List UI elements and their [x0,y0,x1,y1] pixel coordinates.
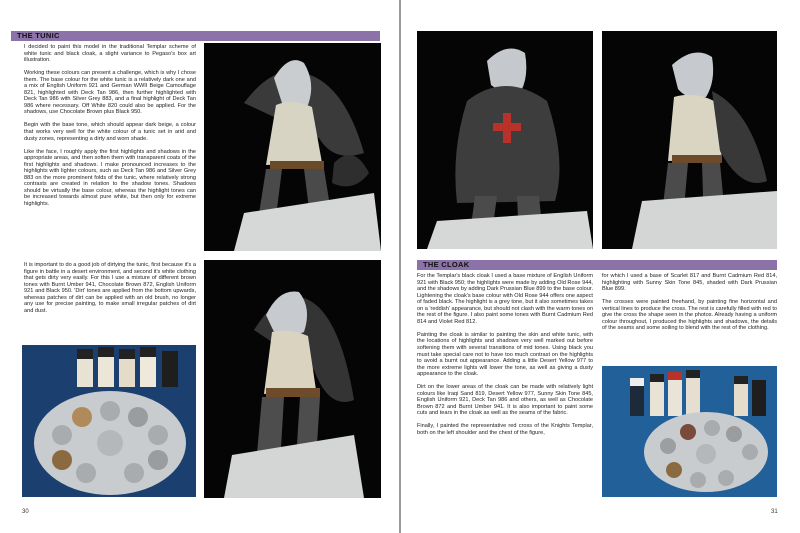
paints-palette-photo [22,345,196,497]
paragraph: It is important to do a good job of dirtying the tunic, first because it's a figure in battle in a desert environment, and second it's white clothing that gets dirty very easily. For this I use a mixture of different brown tones with Burnt Umber 941, Chocolate Brown 872, English Uniform 921 and Black 950. 'Dirt' tones are applied from the bottom upwards, whereas patches of dirt can be applied with an old brush, no longer any use for precise painting, to make small irregular patches of dirt and dust. [24,262,196,314]
figure-photo-side [204,260,381,498]
tunic-text-column-1 [24,44,196,214]
page-number: 30 [22,509,29,515]
section-header-cloak: THE CLOAK [417,260,777,270]
left-page [0,0,399,533]
paragraph: for which I used a base of Scarlet 817 and Burnt Cadmium Red 814, highlighting with Sunny Skin Tone 845, shaded with Dark Prussian Blue 899. [602,273,777,293]
section-header-tunic: THE TUNIC [11,31,380,41]
paragraph: The crosses were painted freehand, by painting fine horizontal and vertical lines to produce the cross. The rest is carefully filled with red to give the cross the shape seen in the photos. Already having a uniform colour throughout, I produced the highlights and shadows, the details of the seams and some soiling to blend with the rest of the clothing. [602,299,777,332]
cloak-text-column-1 [417,273,593,443]
paragraph: Begin with the base tone, which should appear dark beige, a colour that works very well for the white colour of a tunic set in arid and dusty zones, representing a dirty and worn shade. [24,122,196,142]
page-number: 31 [771,509,778,515]
paragraph: Dirt on the lower areas of the cloak can be made with relatively light colours like Iraqi Sand 819, Desert Yellow 977, Sunny Skin Tone 845, English Uniform 921, Deck Tan 986 and others, as well as Chocolate Brown 872 and Burnt Umber 941. It is also important to paint some cuts and tears in the cloak as well as the seams of the fabric. [417,384,593,417]
paragraph: Like the face, I roughly apply the first highlights and shadows in the appropriate areas, and then soften them with transparent coats of the first highlights and shadows. I make pronounced increases to the highlights with lighter colours, such as Deck Tan 986 and Silver Grey 883 on the more prominent folds of the tunic, where relatively strong contrasts are created in relation to the shadow tones. Shadows should be virtually the base colour, whereas the highlight tones can be increased towards almost pure white, but then only for extreme highlights. [24,148,196,207]
paragraph: For the Templar's black cloak I used a base mixture of English Uniform 921 with Black 950; the highlights were made by adding Old Rose 944, and the shadows by adding Dark Prussian Blue 899 to the base colour. Lightening the cloak's base colour with Old Rose 944 offers one aspect of faded black. The highlight is a grey tone, but it also sometimes takes on a 'reddish' appearance, but should not clash with the warm tones on the rest of the figure. I also paint some tones with Burnt Cadmium Red 814 and Violet Red 812. [417,273,593,325]
paragraph: Working these colours can present a challenge, which is why I chose them. The base colour for the white tunic is a relatively dark one and a mix of English Uniform 921 and German WWII Beige Camouflage 821, highlighted with Deck Tan 986, then further highlighted with Deck Tan 986 with Silver Grey 883, and a final highlight of Deck Tan 986 where necessary. Off White 820 could also be applied. For the shadows, use Chocolate Brown plus Black 950. [24,70,196,116]
figure-photo-cloak-side [602,31,777,249]
right-page [401,0,800,533]
paints-palette-photo-2 [602,366,777,497]
paragraph: Painting the cloak is similar to painting the skin and white tunic, with the locations of highlights and shadows very well marked out before softening them with several transitions of mid tones. Using black you must take special care not to have too much contrast on the highlights to avoid a burnt out appearance. Adding a little Desert Yellow 977 to the more extreme lights will lower the tone, as well as giving a dusty appearance to the cloak. [417,331,593,378]
cloak-text-column-2 [602,273,777,338]
paragraph: I decided to paint this model in the traditional Templar scheme of white tunic and black cloak, a slight variance to Pegaso's box art illustration. [24,44,196,64]
figure-photo-back [417,31,593,249]
figure-photo-front [204,43,381,251]
paragraph: Finally, I painted the representative red cross of the Knights Templar, both on the left shoulder and the chest of the figure, [417,423,593,436]
tunic-text-column-2 [24,262,196,321]
